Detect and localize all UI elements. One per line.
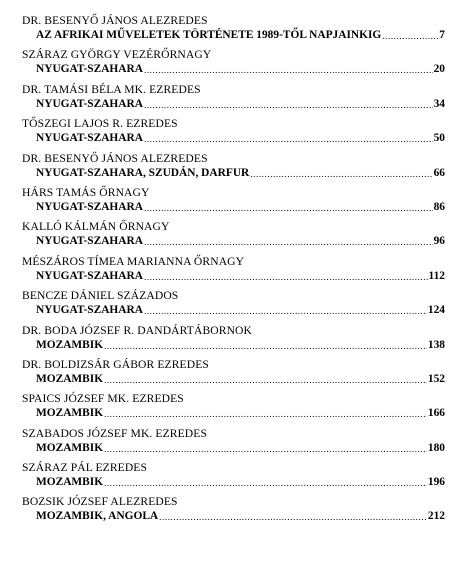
- toc-page-number: 20: [433, 63, 445, 76]
- toc-title: NYUGAT-SZAHARA: [36, 269, 143, 282]
- toc-author: DR. BODA JÓZSEF R. DANDÁRTÁBORNOK: [22, 323, 252, 337]
- toc-entry: [22, 48, 445, 82]
- toc-title: MOZAMBIK: [36, 407, 104, 420]
- toc-title: NYUGAT-SZAHARA: [36, 304, 143, 317]
- toc-leader-dots: [144, 134, 433, 145]
- toc-entry: [22, 220, 445, 254]
- toc-page-number: 66: [433, 166, 445, 179]
- toc-title-line: [22, 441, 445, 455]
- toc-title-line: [22, 372, 445, 386]
- toc-title-line: [22, 475, 445, 489]
- toc-author: BOZSIK JÓZSEF ALEZREDES: [22, 495, 178, 509]
- toc-entry: [22, 427, 445, 461]
- toc-leader-dots: [104, 341, 427, 352]
- toc-author: DR. BESENYŐ JÁNOS ALEZREDES: [22, 151, 208, 165]
- toc-leader-dots: [144, 100, 433, 111]
- toc-entry: [22, 392, 445, 426]
- toc-author: DR. BESENYŐ JÁNOS ALEZREDES: [22, 14, 208, 27]
- toc-page-number: 180: [427, 441, 445, 454]
- toc-page-number: 166: [427, 407, 445, 420]
- toc-leader-dots: [250, 169, 432, 180]
- toc-entry: [22, 461, 445, 495]
- toc-page-number: 50: [433, 132, 445, 145]
- toc-title-line: [22, 234, 445, 248]
- toc-entry: [22, 83, 445, 117]
- toc-title-line: [22, 131, 445, 145]
- toc-leader-dots: [159, 512, 427, 523]
- toc-page-number: 196: [427, 476, 445, 489]
- toc-entry: [22, 495, 445, 529]
- toc-leader-dots: [144, 306, 427, 317]
- toc-title-line: [22, 200, 445, 214]
- toc-page-number: 112: [428, 269, 445, 282]
- toc-author: SPAICS JÓZSEF MK. EZREDES: [22, 392, 184, 406]
- toc-title: NYUGAT-SZAHARA: [36, 235, 143, 248]
- table-of-contents: [22, 14, 445, 530]
- toc-author: DR. TAMÁSI BÉLA MK. EZREDES: [22, 82, 201, 96]
- toc-title: MOZAMBIK: [36, 476, 104, 489]
- toc-title: NYUGAT-SZAHARA: [36, 200, 143, 213]
- toc-leader-dots: [104, 444, 427, 455]
- toc-entry: [22, 186, 445, 220]
- toc-title: MOZAMBIK: [36, 338, 104, 351]
- toc-author: SZÁRAZ PÁL EZREDES: [22, 461, 148, 475]
- toc-page-number: 34: [433, 97, 445, 110]
- toc-title: MOZAMBIK: [36, 372, 104, 385]
- toc-entry: [22, 358, 445, 392]
- toc-title-line: [22, 338, 445, 352]
- toc-page-number: 212: [427, 510, 445, 523]
- toc-entry: [22, 152, 445, 186]
- toc-page-number: 96: [433, 235, 445, 248]
- toc-title: MOZAMBIK, ANGOLA: [36, 510, 159, 523]
- toc-entry: [22, 117, 445, 151]
- toc-leader-dots: [144, 272, 428, 283]
- toc-leader-dots: [104, 409, 427, 420]
- toc-author: MÉSZÁROS TÍMEA MARIANNA ŐRNAGY: [22, 254, 245, 268]
- toc-title-line: [22, 166, 445, 180]
- toc-title-line: [22, 28, 445, 42]
- toc-title-line: [22, 303, 445, 317]
- toc-leader-dots: [144, 65, 433, 76]
- toc-title: NYUGAT-SZAHARA: [36, 132, 143, 145]
- toc-title: NYUGAT-SZAHARA, SZUDÁN, DARFUR: [36, 166, 250, 179]
- toc-author: HÁRS TAMÁS ŐRNAGY: [22, 185, 150, 199]
- toc-title: NYUGAT-SZAHARA: [36, 97, 143, 110]
- toc-title: MOZAMBIK: [36, 441, 104, 454]
- toc-page-number: 7: [439, 29, 445, 41]
- toc-title-line: [22, 97, 445, 111]
- toc-title-line: [22, 509, 445, 523]
- toc-title: NYUGAT-SZAHARA: [36, 63, 143, 76]
- toc-entry: [22, 255, 445, 289]
- toc-author: SZABADOS JÓZSEF MK. EZREDES: [22, 426, 208, 440]
- toc-author: KALLÓ KÁLMÁN ŐRNAGY: [22, 220, 170, 234]
- toc-title-line: [22, 269, 445, 283]
- toc-page-number: 124: [427, 304, 445, 317]
- toc-page-number: 138: [427, 338, 445, 351]
- toc-author: DR. BOLDIZSÁR GÁBOR EZREDES: [22, 357, 209, 371]
- toc-leader-dots: [144, 237, 433, 248]
- toc-author: TŐSZEGI LAJOS R. EZREDES: [22, 117, 178, 131]
- toc-page-number: 86: [433, 200, 445, 213]
- toc-leader-dots: [104, 478, 427, 489]
- toc-leader-dots: [382, 31, 438, 42]
- toc-title: AZ AFRIKAI MŰVELETEK TÖRTÉNETE 1989-TŐL NAPJAINKIG: [36, 29, 382, 41]
- toc-entry: [22, 14, 445, 48]
- toc-title-line: [22, 62, 445, 76]
- toc-title-line: [22, 406, 445, 420]
- toc-page-number: 152: [427, 372, 445, 385]
- toc-leader-dots: [144, 203, 433, 214]
- toc-entry: [22, 289, 445, 323]
- toc-leader-dots: [104, 375, 427, 386]
- toc-author: SZÁRAZ GYÖRGY VEZÉRŐRNAGY: [22, 48, 212, 62]
- toc-author: BENCZE DÁNIEL SZÁZADOS: [22, 289, 179, 303]
- toc-entry: [22, 324, 445, 358]
